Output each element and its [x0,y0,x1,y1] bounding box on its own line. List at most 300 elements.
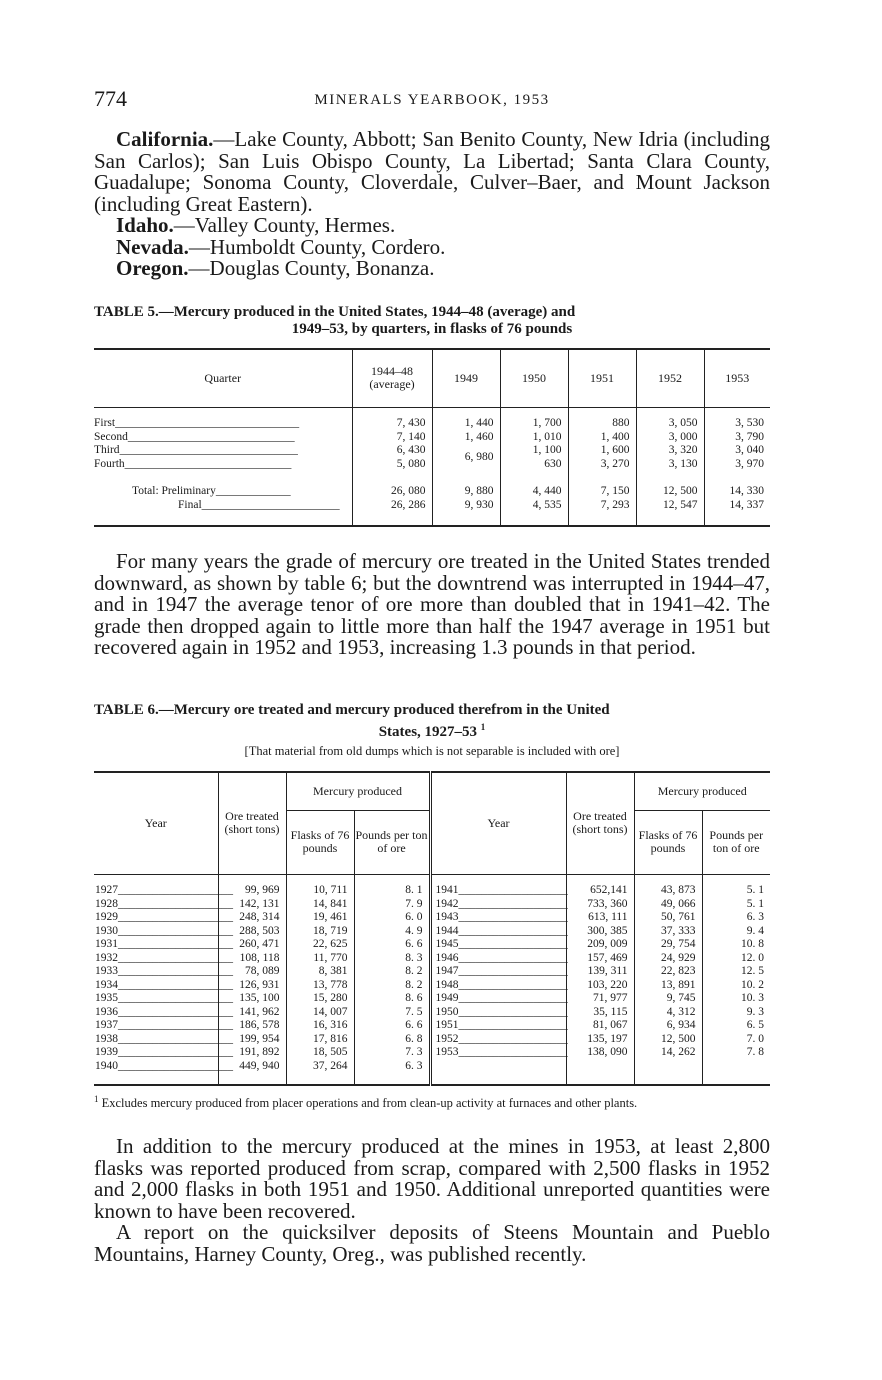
cell-year-value: 1931 [95,938,118,950]
table6 [94,771,770,1086]
nevada-text: —Humboldt County, Cordero. [188,234,446,259]
cell-pounds-per-ton-value: 8. 2 [405,978,423,991]
footnote-number: 1 [94,1094,99,1104]
table5 [94,348,770,527]
cell-year: 1929____________________ [95,911,233,923]
table5-caption-line2: 1949–53, by quarters, in flasks of 76 pounds [291,321,573,337]
idaho-entry [94,215,770,237]
table6-footnote [94,1093,770,1111]
final-label: Final [178,498,202,511]
cell-pounds-per-ton-right-value: 6. 3 [746,911,764,923]
cell-pounds-per-ton-value: 6. 8 [405,1032,423,1045]
cell-ore-right [566,1006,634,1020]
cell-year-right: 1951___________________ [430,1019,566,1033]
cell-flasks-right [634,979,702,993]
cell-1953: 3, 530 [735,417,764,429]
cell-year-value: 1930 [95,924,118,937]
cell-year-right-value: 1950 [435,1005,459,1018]
cell-pounds-per-ton-right-value: 9. 4 [746,924,764,937]
cell-flasks [286,884,354,898]
cell-year-value: 1932 [95,951,118,964]
cell-year: 1939____________________ [95,1046,233,1058]
cell-flasks-value: 37, 264 [313,1059,348,1072]
table-row: Third_______________________________ 6, 430 6, 980 1, 100 1, 600 3, 320 3, 040 [94,444,770,458]
cell-ore-right-value: 81, 067 [593,1019,628,1031]
paragraph-grade: For many years the grade of mercury ore treated in the United States trended downward, as shown by table 6; but the downtrend was interrupted in 1944–47, and in 1947 the average tenor of ore more than doubled that in 1941–42. The grade then dropped again to little more than half the 1947 average in 1951 but recovered again in 1952 and 1953, increasing 1.3 pounds in that period. [94,549,770,659]
table-row [94,925,770,939]
cell-year: 1938____________________ [95,1032,233,1045]
cell-pounds-per-ton-right-value: 5. 1 [746,897,764,910]
cell-pounds-per-ton [354,938,430,952]
cell-1951: 3, 270 [568,458,636,472]
cell-year-value: 1937 [95,1019,118,1031]
cell-year: 1935____________________ [95,992,233,1004]
cell-avg: 7, 140 [352,431,432,445]
cell-flasks-right-value: 12, 500 [661,1032,696,1045]
cell-1949: 1, 440 [432,417,500,431]
cell-year-right: 1947___________________ [430,965,566,979]
cell-flasks-right-value: 4, 312 [666,1005,696,1018]
table-row [94,898,770,912]
state-list [94,129,770,280]
cell-avg: 7, 430 [352,417,432,431]
table-row [94,938,770,952]
cell-ore-value: 99, 969 [245,884,280,896]
row-label: First [94,417,116,429]
cell-pounds-per-ton-value: 7. 5 [405,1005,423,1018]
cell-year-value: 1936 [95,1005,118,1018]
table-row [94,952,770,966]
cell-pounds-per-ton-right [702,979,770,993]
cell-year-value: 1934 [95,978,118,991]
cell-ore-value: 186, 578 [239,1019,280,1031]
cell-flasks-value: 14, 841 [313,897,348,910]
table-row-total-final: Final________________________ 26, 286 9, 930 4, 535 7, 293 12, 547 14, 337 [94,499,770,513]
table5-header-1953: 1953 [725,370,750,385]
cell-year-value: 1939 [95,1046,118,1058]
cell-pounds-per-ton-right-value: 5. 1 [746,884,764,896]
cell-1952: 12, 500 [636,485,704,499]
page-header [94,86,770,116]
cell-flasks-value: 15, 280 [313,992,348,1004]
cell-flasks-value: 22, 625 [313,938,348,950]
cell-flasks-value: 8, 381 [318,965,348,977]
cell-pounds-per-ton [354,965,430,979]
cell-year-right-value: 1949 [435,992,459,1004]
table5-header-1949: 1949 [432,349,500,407]
table5-header-quarter: Quarter [94,349,352,407]
cell-avg: 26, 286 [352,499,432,513]
idaho-label: Idaho. [116,213,174,237]
cell-year: 1930____________________ [95,924,233,937]
cell-pounds-per-ton-right-value: 12. 5 [741,965,764,977]
cell-1950: 4, 440 [500,485,568,499]
cell-flasks-right [634,911,702,925]
cell-pounds-per-ton-value: 6. 3 [405,1059,423,1072]
cell-ore-right-value: 613, 111 [588,911,628,923]
cell-pounds-per-ton-right [702,898,770,912]
cell-year-right: 1944___________________ [430,925,566,939]
cell-pounds-per-ton-right [702,952,770,966]
cell-1951: 1, 400 [568,431,636,445]
cell-1951: 7, 293 [568,499,636,513]
cell-year-right: 1941___________________ [430,884,566,898]
cell-year-value: 1929 [95,911,118,923]
cell-pounds-per-ton [354,925,430,939]
cell-pounds-per-ton-right [702,925,770,939]
cell-pounds-per-ton-right-value: 9. 3 [746,1005,764,1018]
cell-1953: 3, 790 [735,430,764,443]
cell-flasks [286,1033,354,1047]
cell-ore-right-value: 138, 090 [587,1046,628,1058]
cell-ore-right [566,992,634,1006]
table6-caption-line2: States, 1927–53 [378,724,478,740]
cell-flasks [286,992,354,1006]
table-row [94,1006,770,1020]
cell-ore-value: 142, 131 [239,897,280,910]
cell-1951: 7, 150 [568,485,636,499]
table-row [94,884,770,898]
cell-pounds-per-ton-right-value: 10. 3 [741,992,764,1004]
cell-pounds-per-ton-right [702,1060,770,1074]
cell-year-value: 1927 [95,884,118,896]
cell-1953: 3, 970 [735,457,764,470]
table-row: Second_____________________________ 7, 140 1, 460 1, 010 1, 400 3, 000 3, 790 [94,431,770,445]
table-row [94,1060,770,1074]
cell-year-right-value: 1945 [435,938,459,950]
cell-flasks [286,1019,354,1033]
cell-1949: 1, 460 [432,431,500,445]
cell-1952: 3, 000 [636,431,704,445]
cell-pounds-per-ton [354,898,430,912]
cell-ore-right [566,884,634,898]
cell-ore-value: 199, 954 [239,1032,280,1045]
cell-year-right-value: 1944 [435,924,459,937]
cell-year-right: 1949___________________ [430,992,566,1006]
table-row [94,992,770,1006]
cell-ore-value: 449, 940 [239,1059,280,1072]
cell-flasks-right [634,1060,702,1074]
table-row [94,1033,770,1047]
cell-year-right: 1953___________________ [430,1046,566,1060]
cell-flasks-right-value: 22, 823 [661,965,696,977]
nevada-label: Nevada. [116,234,189,259]
cell-pounds-per-ton-right-value: 6. 5 [746,1019,764,1031]
cell-pounds-per-ton-right-value: 12. 0 [741,951,764,964]
cell-flasks [286,925,354,939]
cell-pounds-per-ton [354,979,430,993]
california-entry [94,129,770,215]
cell-ore-value: 135, 100 [239,992,280,1004]
cell-pounds-per-ton-value: 4. 9 [405,924,423,937]
cell-pounds-per-ton-right [702,1033,770,1047]
cell-ore-right-value: 103, 220 [587,978,628,991]
cell-ore-right [566,898,634,912]
cell-flasks-value: 19, 461 [313,911,348,923]
cell-flasks-value: 18, 719 [313,924,348,937]
cell-flasks-right-value: 49, 066 [661,897,696,910]
table6-header-flasks-right: Flasks of 76 pounds [634,810,702,874]
table-row [94,1019,770,1033]
cell-year-right-value: 1943 [435,911,459,923]
cell-flasks-value: 10, 711 [313,884,348,896]
cell-ore-value: 141, 962 [239,1005,280,1018]
table-row [94,1046,770,1060]
table5-caption-line1: TABLE 5.—Mercury produced in the United States, 1944–48 (average) and [94,304,576,320]
footnote-mark: 1 [480,722,486,732]
cell-1950: 630 [500,458,568,472]
cell-year-right-value: 1942 [435,897,459,910]
oregon-text: —Douglas County, Bonanza. [188,256,435,280]
closing-paragraphs [94,1136,770,1265]
cell-ore-value: 78, 089 [245,965,280,977]
cell-flasks-right [634,938,702,952]
cell-year-value: 1933 [95,965,118,977]
cell-pounds-per-ton-value: 8. 1 [405,884,423,896]
cell-avg: 6, 430 [352,444,432,458]
table5-header-1952: 1952 [636,349,704,407]
cell-ore-right [566,1033,634,1047]
cell-pounds-per-ton-right [702,911,770,925]
cell-1949-combined: 6, 980 [432,444,500,471]
cell-year-right: 1943___________________ [430,911,566,925]
table6-header-ore: Ore treated (short tons) [218,772,286,874]
california-label: California. [116,127,214,151]
cell-flasks-right [634,952,702,966]
page-number: 774 [94,86,127,111]
cell-ore-right-value: 71, 977 [593,992,628,1004]
cell-1950: 1, 010 [500,431,568,445]
cell-ore-right-value: 35, 115 [593,1005,628,1018]
table6-header-mercury-right: Mercury produced [657,783,747,798]
cell-ore-right [566,938,634,952]
cell-flasks-right [634,1019,702,1033]
cell-flasks-value: 13, 778 [313,978,348,991]
cell-flasks-value: 14, 007 [313,1005,348,1018]
table6-caption [94,702,770,741]
cell-year-value: 1940 [95,1059,118,1072]
cell-flasks-right-value: 50, 761 [661,911,696,923]
table6-caption-line1: TABLE 6.—Mercury ore treated and mercury produced therefrom in the United [94,702,610,718]
footnote-text: Excludes mercury produced from placer operations and from clean-up activity at furnaces and other plants. [98,1096,638,1111]
cell-ore-right-value: 209, 009 [587,938,628,950]
cell-1950: 4, 535 [500,499,568,513]
paragraph-scrap: In addition to the mercury produced at the mines in 1953, at least 2,800 flasks was reported produced from scrap, compared with 2,500 flasks in 1952 and 2,000 flasks in both 1951 and 1950. Additional unreported quantities were known to have been recovered. [94,1134,770,1223]
row-label: Second [94,430,128,443]
table-row [94,979,770,993]
paragraph-report: A report on the quicksilver deposits of Steens Mountain and Pueblo Mountains, Harney County, Oreg., was published recently. [94,1220,770,1266]
cell-pounds-per-ton-right [702,992,770,1006]
cell-ore-value: 126, 931 [239,978,280,991]
cell-flasks-value: 16, 316 [313,1019,348,1031]
cell-year-right-value: 1948 [435,978,459,991]
cell-pounds-per-ton-right [702,1046,770,1060]
cell-ore-right [566,911,634,925]
cell-year-right-value: 1941 [435,884,459,896]
cell-year-value: 1938 [95,1032,118,1045]
cell-year: 1931____________________ [95,938,233,950]
cell-year-right-value: 1946 [435,951,459,964]
cell-1952: 3, 050 [636,417,704,431]
cell-flasks [286,965,354,979]
cell-flasks-right [634,884,702,898]
cell-pounds-per-ton [354,1006,430,1020]
cell-1953: 14, 330 [729,485,764,497]
table6-body [94,874,770,1085]
cell-1949: 9, 930 [432,499,500,513]
cell-avg: 5, 080 [352,458,432,472]
cell-pounds-per-ton-value: 6. 0 [405,911,423,923]
cell-flasks-right [634,1033,702,1047]
cell-flasks-value: 11, 770 [313,951,348,964]
table-row [94,911,770,925]
cell-pounds-per-ton-value: 6. 6 [405,1019,423,1031]
cell-pounds-per-ton-right-value: 7. 8 [746,1046,764,1058]
cell-flasks-right-value: 29, 754 [661,938,696,950]
cell-year-right-value: 1947 [435,965,459,977]
cell-year-right: 1946___________________ [430,952,566,966]
california-text: —Lake County, Abbott; San Benito County, New Idria (including San Carlos); San Luis Obispo County, La Libertad; Santa Clara County, Guadalupe; Sonoma County, Cloverdale, Culver–Baer, and Mount Jackson (including Great Eastern). [94,127,770,216]
cell-year-value: 1935 [95,992,118,1004]
cell-ore-value: 108, 118 [239,951,280,964]
cell-flasks [286,1046,354,1060]
cell-1950: 1, 100 [500,444,568,458]
cell-1950: 1, 700 [500,417,568,431]
cell-1952: 12, 547 [636,499,704,513]
cell-ore-right-value: 733, 360 [587,897,628,910]
cell-year-right: 1945___________________ [430,938,566,952]
table5-caption [94,304,770,338]
cell-1951: 880 [568,417,636,431]
cell-1949: 9, 880 [432,485,500,499]
cell-pounds-per-ton-right [702,938,770,952]
idaho-text: —Valley County, Hermes. [173,213,396,237]
cell-flasks-right [634,925,702,939]
row-label: Third [94,444,120,456]
cell-year-right-value: 1952 [435,1032,459,1045]
cell-flasks-right-value: 37, 333 [661,924,696,937]
cell-pounds-per-ton [354,911,430,925]
cell-ore-right [566,925,634,939]
cell-flasks [286,1006,354,1020]
cell-ore-right [566,1019,634,1033]
cell-flasks [286,898,354,912]
cell-1952: 3, 130 [636,458,704,472]
cell-pounds-per-ton [354,992,430,1006]
cell-1953: 3, 040 [735,444,764,456]
cell-flasks-value: 17, 816 [313,1032,348,1045]
cell-flasks-value: 18, 505 [313,1046,348,1058]
cell-ore-right [566,979,634,993]
cell-flasks [286,952,354,966]
nevada-entry [94,234,770,259]
cell-pounds-per-ton [354,1033,430,1047]
cell-year-right-value: 1953 [435,1046,459,1058]
table6-header-year: Year [94,772,218,874]
cell-ore-right-value: 139, 311 [587,965,628,977]
cell-year-right-value: 1951 [435,1019,459,1031]
cell-1951: 1, 600 [568,444,636,458]
cell-year: 1937____________________ [95,1019,233,1031]
table6-header-flasks: Flasks of 76 pounds [286,810,354,874]
cell-ore-value: 260, 471 [239,938,280,950]
cell-pounds-per-ton [354,1046,430,1060]
cell-pounds-per-ton-value: 7. 9 [405,897,423,910]
cell-pounds-per-ton [354,952,430,966]
cell-flasks-right [634,1046,702,1060]
table6-header-ore-right: Ore treated (short tons) [566,772,634,874]
cell-year-right: 1952___________________ [430,1033,566,1047]
oregon-entry [94,258,770,280]
cell-pounds-per-ton-right-value: 10. 8 [741,938,764,950]
cell-ore-right-value: 135, 197 [587,1032,628,1045]
table-row [94,965,770,979]
cell-pounds-per-ton-value: 8. 2 [405,965,423,977]
table-row: First________________________________ 7, 430 1, 440 1, 700 880 3, 050 3, 530 [94,417,770,431]
cell-ore-value: 288, 503 [239,924,280,937]
cell-flasks-right-value: 24, 929 [661,951,696,964]
cell-flasks [286,938,354,952]
table6-header-pounds-right: Pounds per ton of ore [709,828,764,855]
cell-flasks-right [634,898,702,912]
table6-header-pounds: Pounds per ton of ore [354,810,430,874]
table5-header-avg: 1944–48 (average) [352,349,432,407]
cell-pounds-per-ton-right [702,1019,770,1033]
cell-flasks [286,911,354,925]
cell-year-value: 1928 [95,897,118,910]
cell-ore-value: 191, 892 [239,1046,280,1058]
cell-flasks-right-value: 14, 262 [661,1046,696,1058]
cell-flasks [286,1060,354,1074]
cell-year: 1934____________________ [95,978,233,991]
cell-year: 1940____________________ [95,1059,233,1072]
cell-flasks-right-value: 9, 745 [666,992,696,1004]
cell-year: 1932____________________ [95,951,233,964]
cell-ore-right [566,1060,634,1074]
cell-pounds-per-ton-right [702,884,770,898]
row-label: Fourth [94,457,125,470]
cell-pounds-per-ton-value: 7. 3 [405,1046,423,1058]
cell-1953: 14, 337 [729,498,764,511]
cell-pounds-per-ton-right [702,965,770,979]
cell-ore-right-value: 157, 469 [587,951,628,964]
cell-year-right: 1948___________________ [430,979,566,993]
cell-ore-right [566,952,634,966]
cell-flasks-right-value: 43, 873 [661,884,696,896]
table6-header-mercury: Mercury produced [286,772,430,810]
table5-header-1950: 1950 [500,349,568,407]
cell-year-right: 1942___________________ [430,898,566,912]
cell-pounds-per-ton [354,884,430,898]
cell-year: 1928____________________ [95,897,233,910]
cell-pounds-per-ton-value: 8. 6 [405,992,423,1004]
cell-year: 1936____________________ [95,1005,233,1018]
running-head: MINERALS YEARBOOK, 1953 [314,92,550,108]
cell-ore-right [566,1046,634,1060]
cell-year-right: 1950___________________ [430,1006,566,1020]
cell-flasks [286,979,354,993]
cell-year: 1927____________________ [95,884,233,896]
cell-1952: 3, 320 [636,444,704,458]
cell-pounds-per-ton [354,1060,430,1074]
cell-year: 1933____________________ [95,965,233,977]
cell-flasks-right [634,965,702,979]
total-label: Total: Preliminary [132,485,216,497]
cell-pounds-per-ton-right [702,1006,770,1020]
cell-pounds-per-ton-right-value: 10. 2 [741,978,764,991]
cell-ore-right-value: 652,141 [590,884,628,896]
cell-pounds-per-ton [354,1019,430,1033]
